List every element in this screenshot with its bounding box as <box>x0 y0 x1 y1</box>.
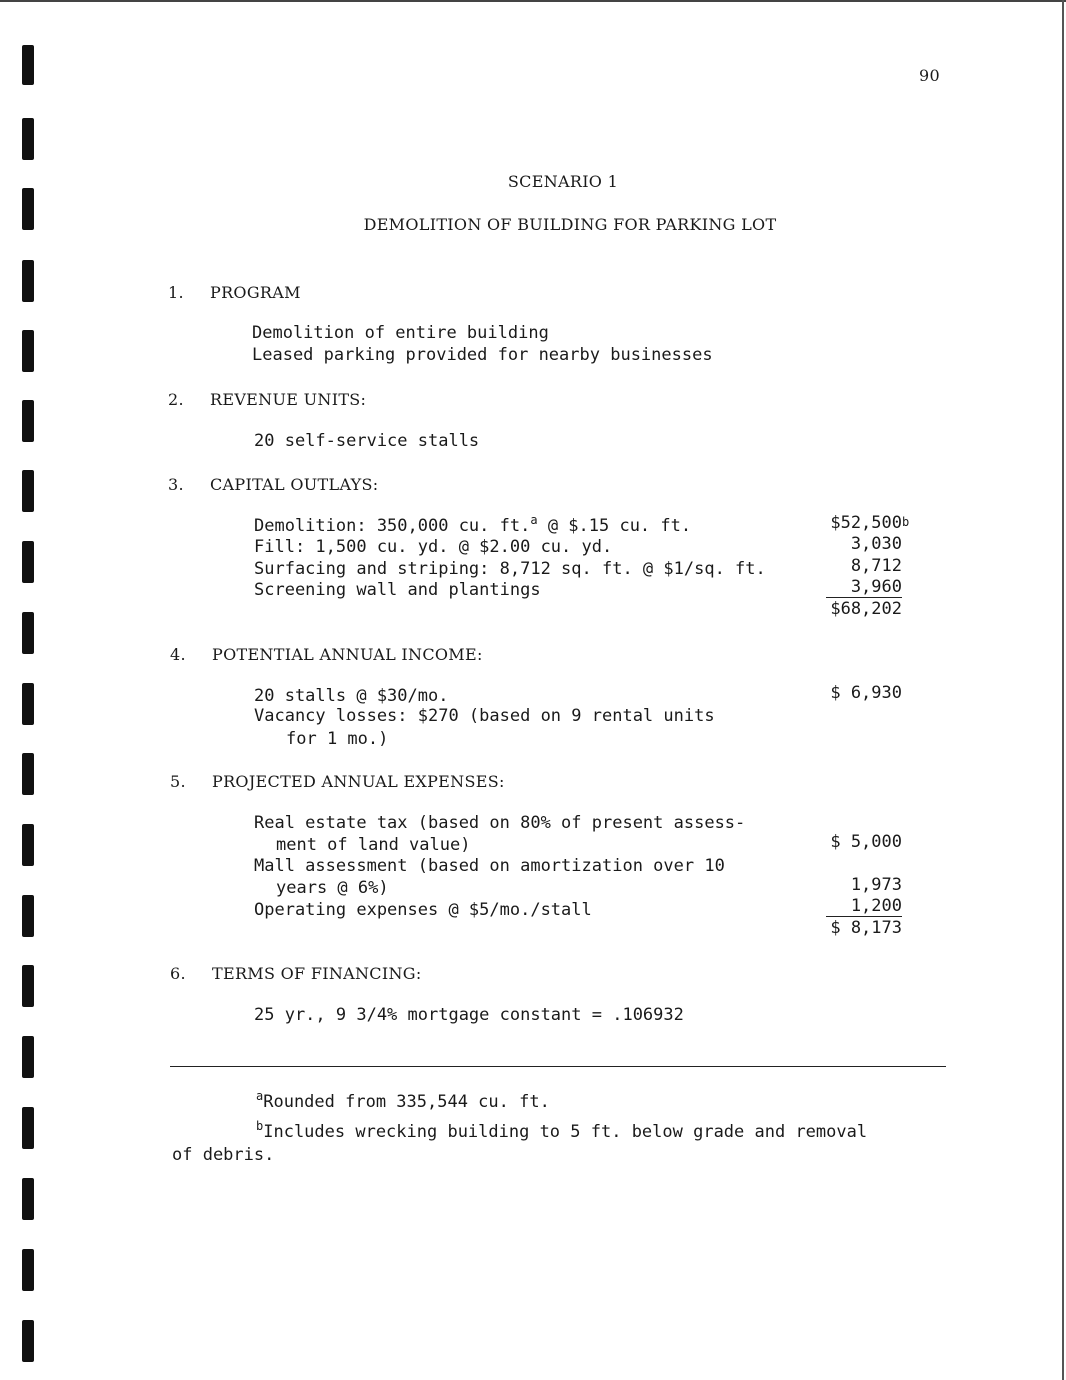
capital-item-fill: Fill: 1,500 cu. yd. @ $2.00 cu. yd. <box>254 537 613 557</box>
page-title: SCENARIO 1 <box>507 172 619 191</box>
capital-value: 3,960 <box>826 577 902 598</box>
income-item-vacancy: Vacancy losses: $270 (based on 9 rental units <box>254 706 715 726</box>
section-heading-revenue-units: REVENUE UNITS: <box>210 390 367 409</box>
section-number: 6. <box>170 964 186 983</box>
binder-hole <box>22 260 34 302</box>
binder-hole <box>22 824 34 866</box>
binder-hole <box>22 683 34 725</box>
binder-hole <box>22 895 34 937</box>
expense-item-operating: Operating expenses @ $5/mo./stall <box>254 900 592 920</box>
capital-item-label: @ $.15 cu. ft. <box>537 516 692 536</box>
section-number: 3. <box>168 475 184 494</box>
binder-hole <box>22 965 34 1007</box>
footnote-marker: a <box>256 1089 264 1103</box>
expense-value: 1,200 <box>826 896 902 917</box>
section-number: 5. <box>170 772 186 791</box>
section-heading-capital-outlays: CAPITAL OUTLAYS: <box>210 475 379 494</box>
binder-hole <box>22 753 34 795</box>
section-heading-program: PROGRAM <box>210 283 301 302</box>
section-heading-potential-income: POTENTIAL ANNUAL INCOME: <box>212 645 483 664</box>
expense-value: 1,973 <box>850 875 902 895</box>
capital-item-demolition <box>254 513 692 537</box>
page-right-edge <box>1062 0 1064 1380</box>
page-number: 90 <box>919 66 940 85</box>
page-subtitle: DEMOLITION OF BUILDING FOR PARKING LOT <box>363 215 777 234</box>
footnote-separator <box>170 1066 946 1067</box>
binder-hole <box>22 1107 34 1149</box>
footnote-a <box>256 1089 550 1113</box>
footnote-text: Rounded from 335,544 cu. ft. <box>263 1092 550 1112</box>
footnote-marker: a <box>530 513 538 527</box>
capital-item-screening: Screening wall and plantings <box>254 580 541 600</box>
binder-hole <box>22 541 34 583</box>
binder-hole <box>22 45 34 85</box>
capital-value: 8,712 <box>850 556 902 576</box>
income-item-stalls: 20 stalls @ $30/mo. <box>254 686 449 706</box>
binder-hole <box>22 400 34 442</box>
capital-item-surfacing: Surfacing and striping: 8,712 sq. ft. @ $1/sq. ft. <box>254 559 766 579</box>
binder-hole <box>22 470 34 512</box>
capital-item-label: Demolition: 350,000 cu. ft. <box>254 516 531 536</box>
binder-hole <box>22 330 34 372</box>
footnote-text: Includes wrecking building to 5 ft. below grade and removal <box>263 1122 868 1142</box>
expense-item-mall-assessment-cont: years @ 6%) <box>276 878 389 898</box>
binder-hole <box>22 1178 34 1220</box>
footnote-b-cont: of debris. <box>172 1145 275 1165</box>
financing-line: 25 yr., 9 3/4% mortgage constant = .106932 <box>254 1005 684 1025</box>
income-value: $ 6,930 <box>830 683 902 703</box>
binder-hole <box>22 612 34 654</box>
capital-value: $52,500 <box>830 513 902 533</box>
footnote-marker: b <box>256 1119 264 1133</box>
income-item-vacancy-cont: for 1 mo.) <box>286 729 389 749</box>
expense-item-mall-assessment: Mall assessment (based on amortization over 10 <box>254 856 725 876</box>
section-number: 1. <box>168 283 184 302</box>
expense-item-real-estate-tax-cont: ment of land value) <box>276 835 471 855</box>
binder-hole <box>22 1320 34 1362</box>
page-top-edge <box>0 0 1066 2</box>
binder-hole <box>22 1249 34 1291</box>
expense-total: $ 8,173 <box>830 918 902 938</box>
section-heading-projected-expenses: PROJECTED ANNUAL EXPENSES: <box>212 772 505 791</box>
section-number: 4. <box>170 645 186 664</box>
section-heading-financing: TERMS OF FINANCING: <box>212 964 422 983</box>
binder-hole <box>22 1036 34 1078</box>
expense-item-real-estate-tax: Real estate tax (based on 80% of present assess- <box>254 813 746 833</box>
footnote-marker: b <box>902 515 910 529</box>
footnote-b <box>256 1119 868 1143</box>
program-line: Demolition of entire building <box>252 323 549 343</box>
section-number: 2. <box>168 390 184 409</box>
program-line: Leased parking provided for nearby businesses <box>252 345 713 365</box>
capital-total: $68,202 <box>830 599 902 619</box>
binder-hole <box>22 118 34 160</box>
expense-value: $ 5,000 <box>830 832 902 852</box>
revenue-units-line: 20 self-service stalls <box>254 431 480 451</box>
capital-value: 3,030 <box>850 534 902 554</box>
